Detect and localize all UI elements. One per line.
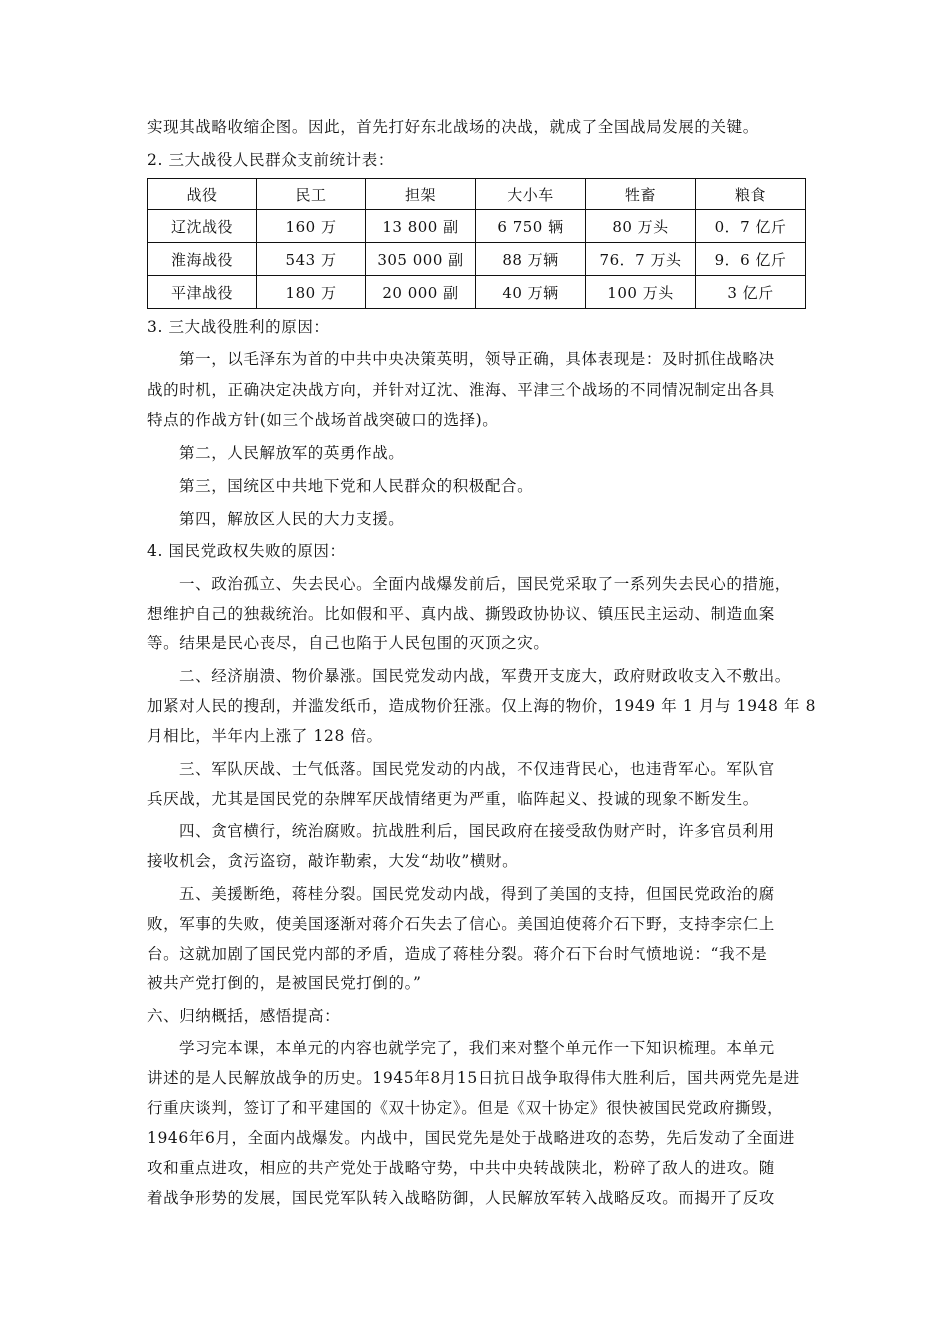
paragraph-line: 第四，解放区人民的大力支援。 [179,510,405,528]
paragraph-line: 特点的作战方针(如三个战场首战突破口的选择)。 [147,411,499,429]
table-header-cell: 民工 [257,179,366,210]
table-cell: 160 万 [257,210,366,243]
paragraph-line: 加紧对人民的搜刮，并滥发纸币，造成物价狂涨。仅上海的物价，1949 年 1 月与 1948 年 8 [147,697,817,715]
paragraph-line: 着战争形势的发展，国民党军队转入战略防御，人民解放军转入战略反攻。而揭开了反攻 [147,1189,775,1207]
table-cell: 20 000 副 [366,276,476,309]
section-heading: 4. 国民党政权失败的原因： [147,542,346,560]
table-cell: 平津战役 [148,276,257,309]
table-header-row [148,179,806,210]
paragraph-line: 第三，国统区中共地下党和人民群众的积极配合。 [179,477,534,495]
table-cell: 3 亿斤 [696,276,806,309]
table-cell: 88 万辆 [476,243,586,276]
table-cell: 6 750 辆 [476,210,586,243]
paragraph-line: 五、美援断绝，蒋桂分裂。国民党发动内战，得到了美国的支持，但国民党政治的腐 [179,885,775,903]
table-cell: 80 万头 [586,210,696,243]
table-header-cell: 担架 [366,179,476,210]
table-cell: 13 800 副 [366,210,476,243]
table-cell: 0．7 亿斤 [696,210,806,243]
table-row [148,243,806,276]
table-cell: 9．6 亿斤 [696,243,806,276]
table-row [148,210,806,243]
table-header-cell: 大小车 [476,179,586,210]
table-cell: 辽沈战役 [148,210,257,243]
section-heading: 2. 三大战役人民群众支前统计表： [147,151,394,169]
table-cell: 40 万辆 [476,276,586,309]
table-header-cell: 战役 [148,179,257,210]
table-cell: 76．7 万头 [586,243,696,276]
table-cell: 305 000 副 [366,243,476,276]
table-cell: 543 万 [257,243,366,276]
section-heading: 六、归纳概括，感悟提高： [147,1007,341,1025]
paragraph-line: 兵厌战，尤其是国民党的杂牌军厌战情绪更为严重，临阵起义、投诚的现象不断发生。 [147,790,759,808]
paragraph-line: 三、军队厌战、士气低落。国民党发动的内战，不仅违背民心，也违背军心。军队官 [179,760,775,778]
paragraph-line: 台。这就加剧了国民党内部的矛盾，造成了蒋桂分裂。蒋介石下台时气愤地说：“我不是 [147,945,768,963]
paragraph-line: 讲述的是人民解放战争的历史。1945年8月15日抗日战争取得伟大胜利后，国共两党先是进 [147,1069,800,1087]
paragraph-line: 二、经济崩溃、物价暴涨。国民党发动内战，军费开支庞大，政府财政收支入不敷出。 [179,667,791,685]
paragraph-line: 第一，以毛泽东为首的中共中央决策英明，领导正确，具体表现是：及时抓住战略决 [179,350,775,368]
table-cell: 180 万 [257,276,366,309]
support-statistics-table [147,178,806,309]
paragraph-line: 第二，人民解放军的英勇作战。 [179,444,405,462]
paragraph-line: 被共产党打倒的，是被国民党打倒的。” [147,974,422,992]
paragraph-line: 学习完本课，本单元的内容也就学完了，我们来对整个单元作一下知识梳理。本单元 [179,1039,775,1057]
paragraph-line: 想维护自己的独裁统治。比如假和平、真内战、撕毁政协协议、镇压民主运动、制造血案 [147,605,775,623]
paragraph-line: 四、贪官横行，统治腐败。抗战胜利后，国民政府在接受敌伪财产时，许多官员利用 [179,822,775,840]
paragraph-line: 行重庆谈判，签订了和平建国的《双十协定》。但是《双十协定》很快被国民党政府撕毁， [147,1099,784,1117]
paragraph-line: 败，军事的失败，使美国逐渐对蒋介石失去了信心。美国迫使蒋介石下野，支持李宗仁上 [147,915,775,933]
paragraph-line: 一、政治孤立、失去民心。全面内战爆发前后，国民党采取了一系列失去民心的措施， [179,575,791,593]
paragraph-line: 战的时机，正确决定决战方向，并针对辽沈、淮海、平津三个战场的不同情况制定出各具 [147,381,775,399]
table-cell: 100 万头 [586,276,696,309]
paragraph-line: 月相比，半年内上涨了 128 倍。 [147,727,383,745]
paragraph-line: 1946年6月，全面内战爆发。内战中，国民党先是处于战略进攻的态势，先后发动了全面进 [147,1129,796,1147]
section-heading: 3. 三大战役胜利的原因： [147,318,330,336]
table-cell: 淮海战役 [148,243,257,276]
table-row [148,276,806,309]
paragraph-line: 攻和重点进攻，相应的共产党处于战略守势，中共中央转战陕北，粉碎了敌人的进攻。随 [147,1159,775,1177]
paragraph-line: 等。结果是民心丧尽，自己也陷于人民包围的灭顶之灾。 [147,634,550,652]
table-header-cell: 粮食 [696,179,806,210]
paragraph-line: 实现其战略收缩企图。因此，首先打好东北战场的决战，就成了全国战局发展的关键。 [147,118,759,136]
paragraph-line: 接收机会，贪污盗窃，敲诈勒索，大发“劫收”横财。 [147,852,519,870]
table-header-cell: 牲畜 [586,179,696,210]
